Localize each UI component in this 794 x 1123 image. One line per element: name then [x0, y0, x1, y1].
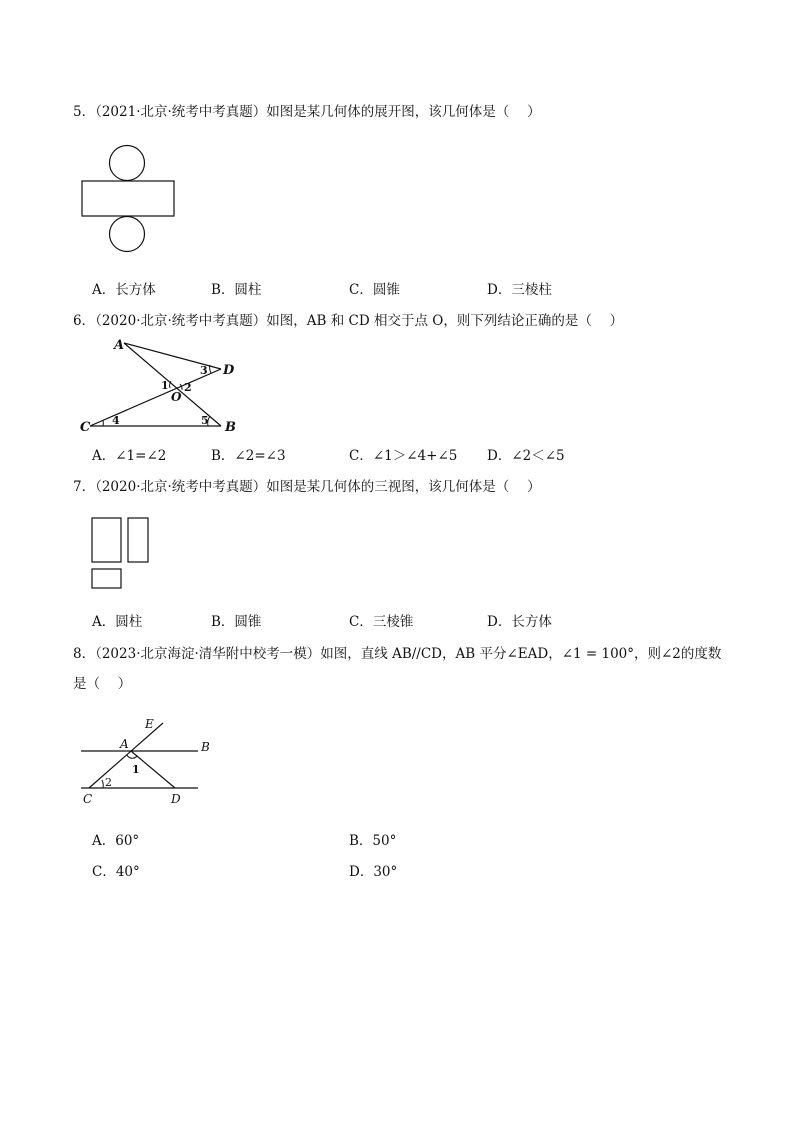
q8-option-a[interactable]: A．60°	[92, 833, 140, 849]
q5-option-d[interactable]: D．三棱柱	[487, 282, 552, 298]
label-B: B	[225, 420, 236, 435]
label-O: O	[171, 390, 182, 404]
question-5-stem: 5．（2021·北京·统考中考真题）如图是某几何体的展开图，该几何体是（ ）	[73, 104, 541, 120]
net-figure	[78, 144, 180, 256]
label-A: A	[120, 737, 129, 751]
question-8-stem-line-2: 是（ ）	[73, 676, 132, 692]
question-6-stem: 6．（2020·北京·统考中考真题）如图，AB 和 CD 相交于点 O，则下列结论正确的是（ ）	[73, 313, 624, 329]
label-B: B	[201, 740, 210, 754]
label-angle-1: 1	[161, 379, 169, 392]
q8-option-c[interactable]: C．40°	[92, 864, 140, 880]
label-angle-5: 5	[201, 414, 209, 427]
q8-option-d[interactable]: D．30°	[349, 864, 398, 880]
q7-option-c[interactable]: C．三棱锥	[349, 614, 414, 630]
three-views-figure	[88, 514, 154, 592]
label-C: C	[83, 792, 93, 806]
q5-option-b[interactable]: B．圆柱	[211, 282, 262, 298]
label-angle-4: 4	[112, 414, 120, 427]
q6-option-d[interactable]: D．∠2＜∠5	[487, 448, 565, 464]
label-A: A	[114, 338, 125, 353]
label-angle-2: 2	[184, 381, 192, 394]
q7-option-a[interactable]: A．圆柱	[92, 614, 143, 630]
intersecting-lines-figure	[70, 332, 245, 437]
q8-option-b[interactable]: B．50°	[349, 833, 397, 849]
q7-option-d[interactable]: D．长方体	[487, 614, 552, 630]
parallel-lines-figure	[75, 713, 220, 808]
label-angle-3: 3	[200, 364, 208, 377]
label-D: D	[171, 792, 181, 806]
question-8-stem-line-1: 8．（2023·北京海淀·清华附中校考一模）如图，直线 AB//CD，AB 平分∠EAD，∠1 = 100°，则∠2的度数	[73, 646, 722, 662]
label-angle-1: 1	[132, 763, 140, 776]
q6-option-c[interactable]: C．∠1＞∠4+∠5	[349, 448, 458, 464]
q5-option-c[interactable]: C．圆锥	[349, 282, 400, 298]
q6-option-b[interactable]: B．∠2=∠3	[211, 448, 286, 464]
label-D: D	[223, 363, 235, 378]
question-7-stem: 7．（2020·北京·统考中考真题）如图是某几何体的三视图，该几何体是（ ）	[73, 479, 541, 495]
q5-option-a[interactable]: A．长方体	[92, 282, 156, 298]
label-E: E	[145, 717, 154, 731]
label-C: C	[80, 420, 91, 435]
q7-option-b[interactable]: B．圆锥	[211, 614, 262, 630]
label-angle-2: 2	[105, 776, 112, 789]
q6-option-a[interactable]: A．∠1=∠2	[92, 448, 167, 464]
